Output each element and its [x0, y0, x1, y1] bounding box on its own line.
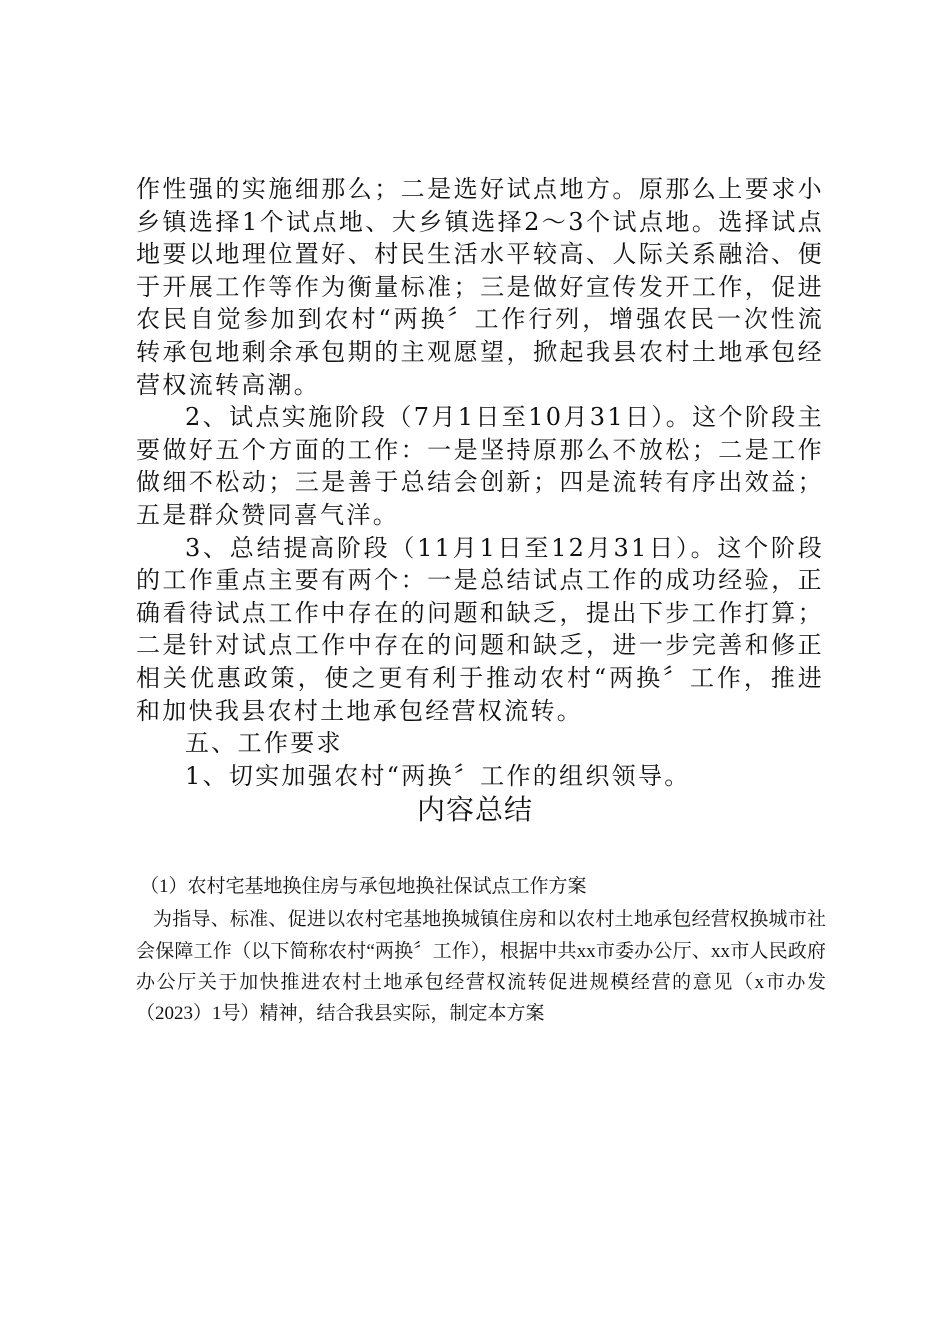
body-paragraph: 2、试点实施阶段（7月1日至10月31日）。这个阶段主要做好五个方面的工作：一是坚持原那么不放松；二是工作做细不松动；三是善于总结会创新；四是流转有序出效益；五是群众赞同喜气洋。: [136, 403, 824, 529]
summary-body: 为指导、标准、促进以农村宅基地换城镇住房和以农村土地承包经营权换城市社会保障工作（以下简称农村“两换〞工作），根据中共xx市委办公厅、xx市人民政府办公厅关于加快推进农村土地承包经营权流转促进规模经营的意见（x市办发（2023）1号）精神，结合我县实际，制定本方案: [136, 909, 826, 1025]
body-paragraph: 作性强的实施细那么；二是选好试点地方。原那么上要求小乡镇选择1个试点地、大乡镇选择2～3个试点地。选择试点地要以地理位置好、村民生活水平较高、人际关系融洽、便于开展工作等作为衡量标准；三是做好宣传发开工作，促进农民自觉参加到农村“两换〞工作行列，增强农民一次性流转承包地剩余承包期的主观愿望，掀起我县农村土地承包经营权流转高潮。: [136, 175, 824, 399]
body-paragraph: 3、总结提高阶段（11月1日至12月31日）。这个阶段的工作重点主要有两个：一是总结试点工作的成功经验，正确看待试点工作中存在的问题和缺乏，提出下步工作打算；二是针对试点工作中存在的问题和缺乏，进一步完善和修正相关优惠政策，使之更有利于推动农村“两换〞工作，推进和加快我县农村土地承包经营权流转。: [136, 533, 824, 725]
summary-section: [136, 871, 826, 1029]
summary-title: 内容总结: [416, 793, 533, 826]
section-heading: 五、工作要求: [185, 729, 343, 758]
body-paragraph: 1、切实加强农村“两换〞工作的组织领导。: [185, 761, 691, 790]
document-body: [136, 173, 824, 792]
summary-heading: （1）农村宅基地换住房与承包地换社保试点工作方案: [140, 876, 587, 897]
